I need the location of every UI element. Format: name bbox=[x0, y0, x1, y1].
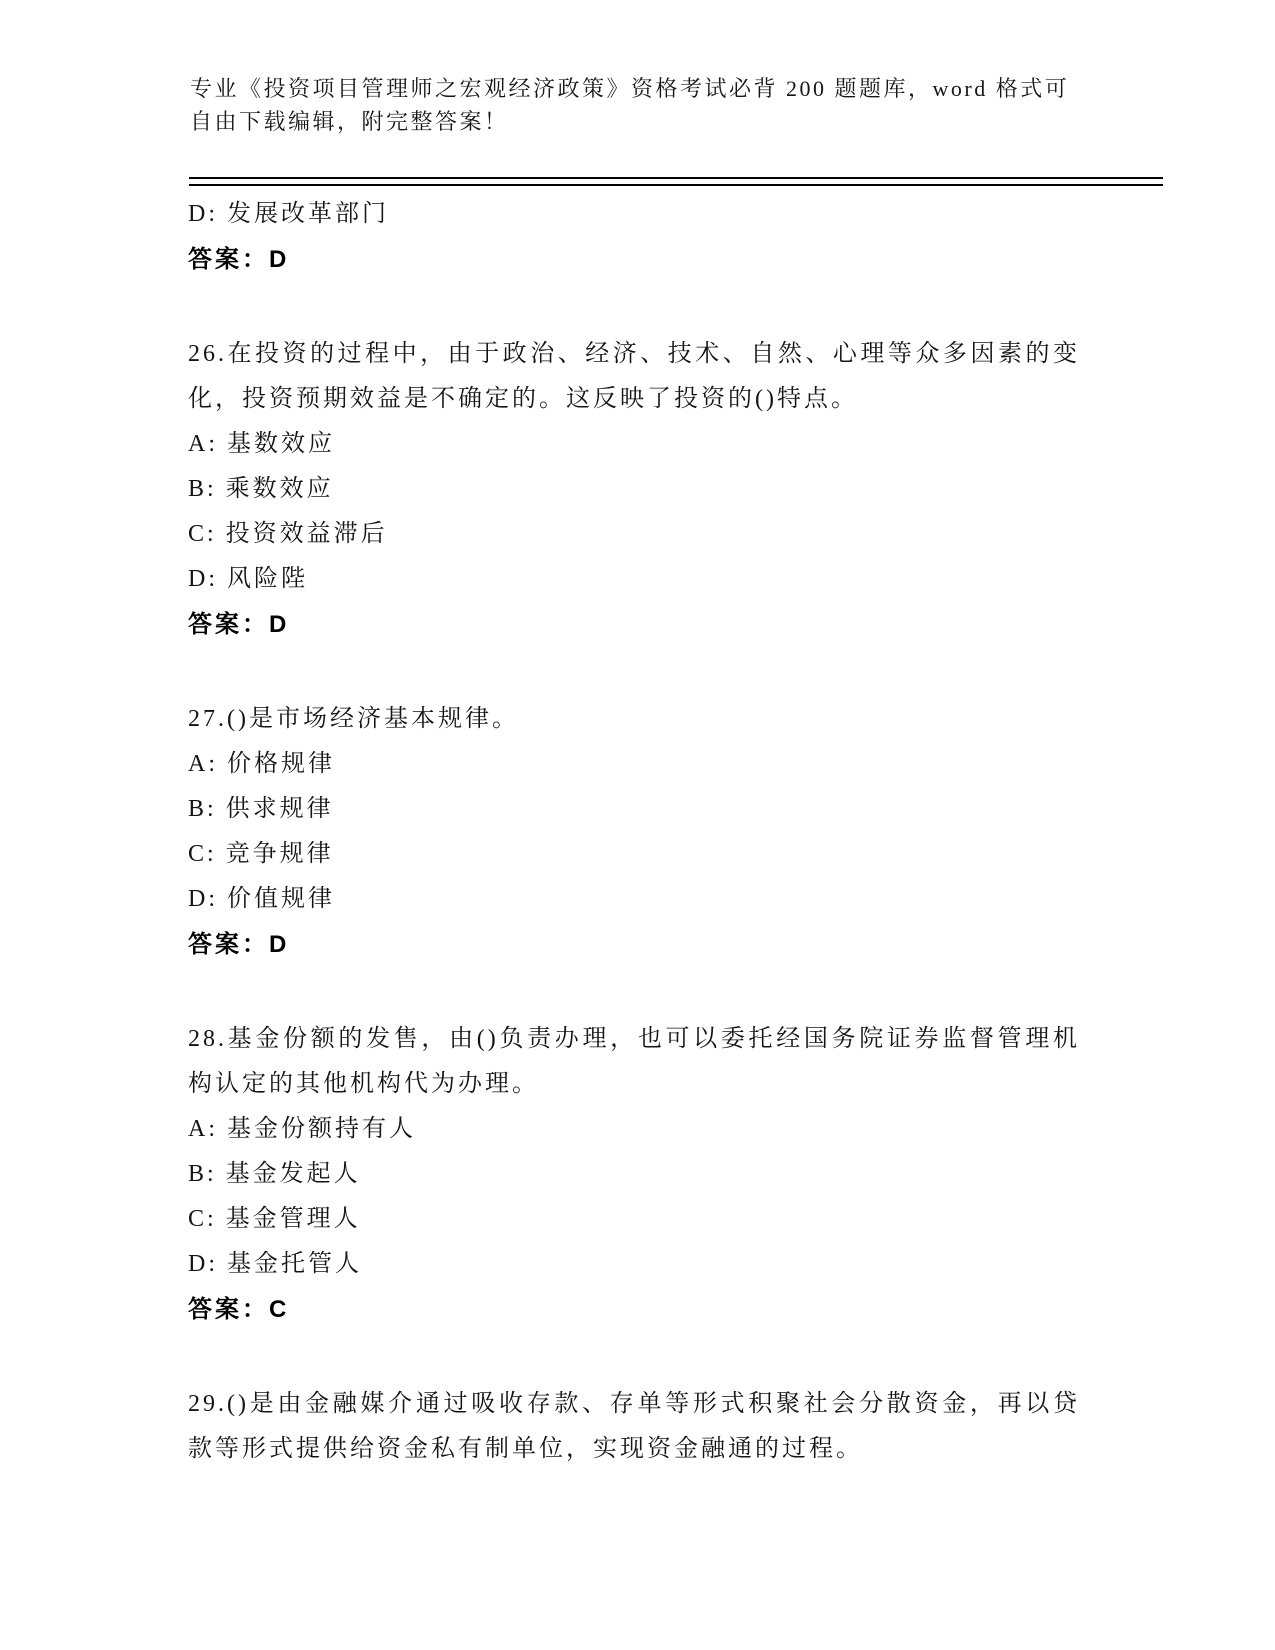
option-line-b: B: 供求规律 bbox=[188, 796, 334, 822]
option-line-b: B: 基金发起人 bbox=[188, 1161, 361, 1187]
answer-line: 答案：D bbox=[188, 611, 290, 638]
page-header bbox=[190, 72, 1076, 138]
question-text: 27.()是市场经济基本规律。 bbox=[188, 706, 519, 732]
question-27 bbox=[188, 697, 1080, 967]
header-line-2: 自由下载编辑，附完整答案！ bbox=[190, 109, 509, 134]
question-26 bbox=[188, 332, 1080, 647]
answer-line: 答案：C bbox=[188, 1296, 290, 1323]
question-text: 26.在投资的过程中，由于政治、经济、技术、自然、心理等众多因素的变化，投资预期效益是不确定的。这反映了投资的()特点。 bbox=[188, 341, 1080, 412]
question-25-remainder bbox=[188, 192, 1080, 282]
question-28 bbox=[188, 1017, 1080, 1332]
option-line-d: D: 发展改革部门 bbox=[188, 201, 389, 227]
question-text: 29.()是由金融媒介通过吸收存款、存单等形式积聚社会分散资金，再以贷款等形式提供给资金私有制单位，实现资金融通的过程。 bbox=[188, 1391, 1080, 1462]
header-line-1: 专业《投资项目管理师之宏观经济政策》资格考试必背 200 题题库，word 格式可 bbox=[190, 76, 1070, 101]
document-body bbox=[188, 192, 1080, 1472]
option-line-b: B: 乘数效应 bbox=[188, 476, 334, 502]
option-line-c: C: 投资效益滞后 bbox=[188, 521, 388, 547]
option-line-d: D: 价值规律 bbox=[188, 886, 335, 912]
option-line-d: D: 基金托管人 bbox=[188, 1251, 362, 1277]
option-line-a: A: 基数效应 bbox=[188, 431, 335, 457]
header-divider-rule bbox=[189, 177, 1163, 186]
option-line-a: A: 价格规律 bbox=[188, 751, 335, 777]
question-29 bbox=[188, 1382, 1080, 1472]
option-line-d: D: 风险陛 bbox=[188, 566, 308, 592]
answer-line: 答案：D bbox=[188, 931, 290, 958]
option-line-c: C: 竞争规律 bbox=[188, 841, 334, 867]
option-line-a: A: 基金份额持有人 bbox=[188, 1116, 416, 1142]
question-text: 28.基金份额的发售，由()负责办理，也可以委托经国务院证券监督管理机构认定的其他机构代为办理。 bbox=[188, 1026, 1080, 1097]
answer-line: 答案：D bbox=[188, 246, 290, 273]
option-line-c: C: 基金管理人 bbox=[188, 1206, 361, 1232]
